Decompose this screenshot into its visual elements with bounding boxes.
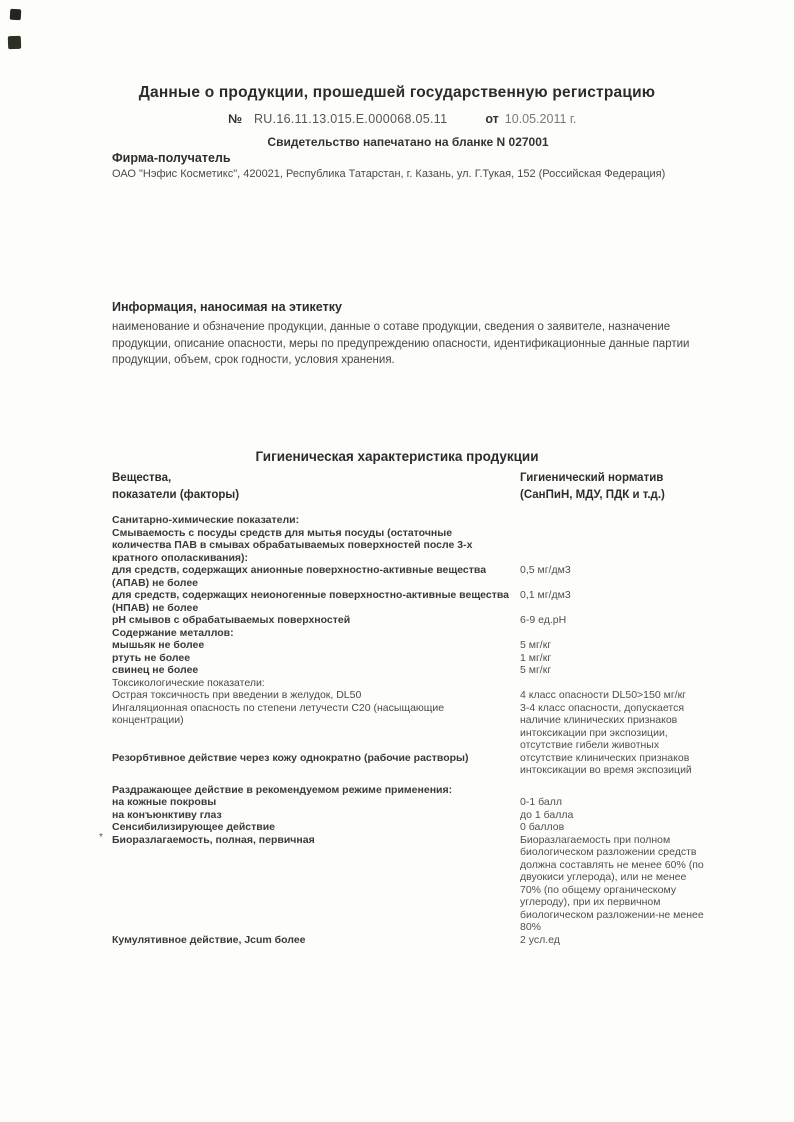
row-value: 0 баллов: [520, 821, 565, 833]
label-info-heading: Информация, наносимая на этикетку: [112, 300, 342, 314]
date-label: от: [485, 112, 499, 126]
row-value: 5 мг/кг: [520, 664, 552, 676]
column-header-norm-line1: Гигиенический норматив: [520, 472, 664, 484]
firm-recipient-address: ОАО "Нэфис Косметикс", 420021, Республика Татарстан, г. Казань, ул. Г.Тукая, 152 (Российская Федерация): [112, 168, 666, 180]
table-row: [112, 614, 728, 627]
table-row: [99, 831, 728, 934]
row-value: до 1 балла: [520, 808, 574, 821]
registration-date: 10.05.2011 г.: [504, 112, 577, 126]
registration-number-line: [228, 112, 576, 126]
firm-recipient-label: Фирма-получатель: [112, 151, 231, 165]
row-value: 5 мг/кг: [520, 639, 552, 651]
row-value: Биоразлагаемость при полном биологическом разложении средств должна составлять не менее 60% (по двуокиси углерода), или не менее 70% (по общему органическому углероду), при их первичном биологическом разложении-не менее 80%: [520, 833, 704, 933]
row-label: на кожные покровы: [112, 796, 217, 808]
row-label: [99, 831, 512, 847]
row-value: 1 мг/кг: [520, 651, 552, 664]
table-row: [112, 627, 728, 640]
row-label-text: Биоразлагаемость, полная, первичная: [112, 833, 315, 846]
row-value: 0,5 мг/дм3: [520, 564, 571, 576]
table-row: [112, 589, 728, 614]
row-label: мышьяк не более: [112, 639, 205, 651]
row-label: Санитарно-химические показатели:: [112, 514, 300, 526]
table-row: [112, 752, 728, 777]
table-row: [112, 702, 728, 752]
row-label: рН смывов с обрабатываемых поверхностей: [112, 614, 351, 626]
row-label: свинец не более: [112, 664, 199, 676]
row-label: Токсикологические показатели:: [112, 676, 265, 689]
registration-number: RU.16.11.13.015.Е.000068.05.11: [253, 112, 448, 126]
row-value: 0-1 балл: [520, 796, 562, 808]
scan-artifact-mark: [8, 36, 21, 49]
row-value: 2 усл.ед: [520, 933, 560, 946]
row-label: Смываемость с посуды средств для мытья посуды (остаточные количества ПАВ в смывах обрабатываемых поверхностей после 3-х кратного ополаскивания):: [112, 526, 473, 564]
row-value: 6-9 ед.рН: [520, 614, 567, 626]
row-label: Раздражающее действие в рекомендуемом режиме применения:: [112, 783, 453, 796]
table-row: [112, 527, 728, 565]
row-value: отсутствие клинических признаков интоксикации во время экспозиций: [520, 751, 692, 776]
document-title: Данные о продукции, прошедшей государственную регистрацию: [138, 84, 656, 101]
row-value: 0,1 мг/дм3: [520, 589, 571, 601]
row-label: Содержание металлов:: [112, 626, 234, 639]
table-row: [112, 689, 728, 702]
row-label: Ингаляционная опасность по степени летучести С20 (насыщающие концентрации): [112, 701, 445, 726]
margin-asterisk-mark: *: [99, 831, 103, 843]
table-row: [112, 677, 728, 690]
hygiene-section-title: Гигиеническая характеристика продукции: [255, 449, 539, 464]
table-row: [112, 639, 728, 652]
column-header-substances-line2: показатели (факторы): [112, 489, 240, 501]
row-label: для средств, содержащих анионные поверхностно-активные вещества (АПАВ) не более: [112, 564, 487, 589]
column-header-substances: [112, 470, 239, 504]
row-label: Сенсибилизирующее действие: [112, 821, 276, 833]
table-row: [112, 809, 728, 822]
number-sign: №: [228, 112, 242, 126]
table-row: [112, 934, 728, 947]
row-label: ртуть не более: [112, 651, 191, 664]
column-header-norm: [520, 470, 665, 504]
row-label: Кумулятивное действие, Jcum более: [112, 933, 306, 946]
row-label: для средств, содержащих неионогенные поверхностно-активные вещества (НПАВ) не более: [112, 589, 510, 614]
table-row: [112, 514, 728, 527]
row-label: на конъюнктиву глаз: [112, 808, 222, 821]
label-info-text: наименование и обзначение продукции, данные о сотаве продукции, сведения о заявителе, назначение продукции, описание опасности, меры по предупреждению опасности, идентификационные данные партии продукции, объем, срок годности, условия хранения.: [112, 321, 690, 366]
blank-number-note: Свидетельство напечатано на бланке N 027001: [267, 135, 549, 149]
table-row: [112, 652, 728, 665]
row-value: 4 класс опасности DL50>150 мг/кг: [520, 689, 687, 701]
row-label: Резорбтивное действие через кожу однократно (рабочие растворы): [112, 751, 469, 764]
table-row: [112, 821, 728, 834]
scan-artifact-mark: [10, 9, 22, 21]
row-value: 3-4 класс опасности, допускается наличие клинических признаков интоксикации при экспозиции, отсутствие гибели животных: [520, 701, 685, 751]
column-header-substances-line1: Вещества,: [112, 472, 172, 484]
row-label: Острая токсичность при введении в желудок, DL50: [112, 689, 362, 701]
table-row: [112, 796, 728, 809]
table-row: [112, 564, 728, 589]
hygiene-table: [99, 514, 728, 946]
column-header-norm-line2: (СанПиН, МДУ, ПДК и т.д.): [520, 489, 665, 501]
table-row: [112, 784, 728, 797]
table-row: [112, 664, 728, 677]
